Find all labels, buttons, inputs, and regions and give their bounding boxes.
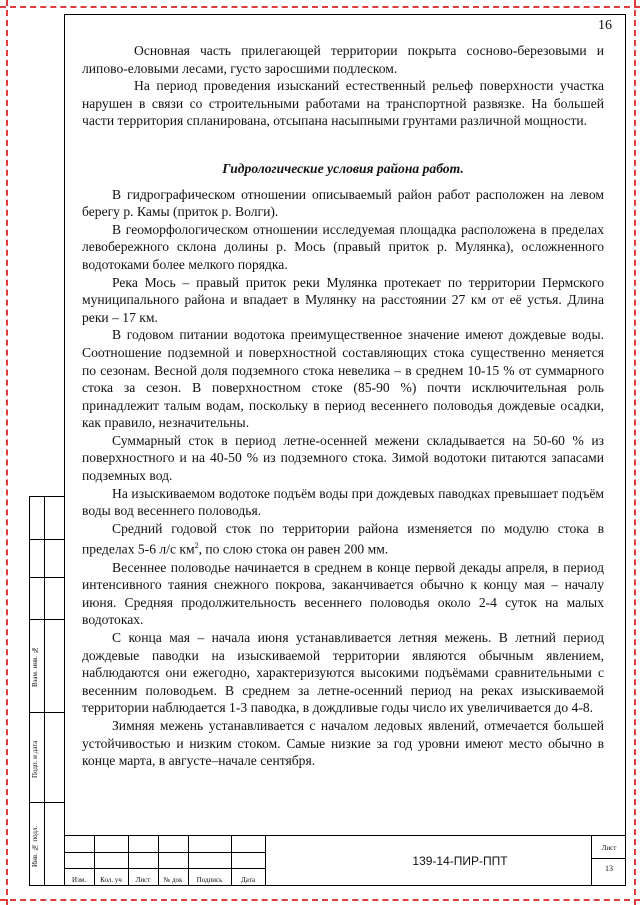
sidebar-row-line — [30, 712, 65, 713]
grid-line — [64, 852, 265, 853]
body-paragraph: На изыскиваемом водотоке подъём воды при дождевых паводках превышает подъём воды вод весеннего половодья. — [82, 485, 604, 519]
body-paragraph: Зимняя межень устанавливается с началом ледовых явлений, отмечается большей устойчивостью и низким стоком. Самые низкие за год уровни имеют место обычно в конце марта, в августе–начале сентября. — [82, 717, 604, 769]
sidebar-label-podp: Подп. и дата — [31, 740, 39, 778]
superscript: 2 — [194, 541, 199, 551]
body-paragraph: В гидрографическом отношении описываемый район работ расположен на левом берегу р. Камы (приток р. Волги). — [82, 186, 604, 220]
runoff-text-end: , по слою стока он равен 200 мм. — [198, 541, 389, 557]
sidebar-row-line — [30, 802, 65, 803]
cut-line-top — [0, 6, 640, 8]
body-paragraph: С конца мая – начала июня устанавливается летняя межень. В летний период дождевые паводки на изыскиваемой территории являются обычным явлением, наблюдаются они ежегодно, характеризуются высокими подъёмами сравнительными с весенним половодьем. В среднем за летне-осенний период на реках изыскиваемой территории наблюдается 1-3 паводка, в дождливые годы число их увеличивается до 4-8. — [82, 629, 604, 716]
body-paragraph: В геоморфологическом отношении исследуемая площадка расположена в пределах левобережного склона долины р. Мось (правый приток р. Мулянка), осложненного водотоками более мелкого порядка. — [82, 221, 604, 272]
title-block — [64, 835, 626, 886]
grid-line — [64, 868, 265, 869]
sidebar-row-line — [30, 539, 65, 540]
approval-sidebar — [29, 496, 65, 886]
grid-line — [591, 858, 626, 859]
document-code: 139-14-ПИР-ППТ — [412, 854, 508, 868]
col-izm: Изм. — [72, 876, 86, 884]
intro-paragraph: На период проведения изысканий естественный рельеф поверхности участка нарушен в связи со строительными работами на транспортной развязке. На большей части территория спланирована, отсыпана насыпными грунтами различной мощности. — [82, 78, 604, 129]
cut-line-bottom — [0, 899, 640, 901]
col-kol-uch: Кол. уч — [100, 876, 122, 884]
body-paragraph: В годовом питании водотока преимущественное значение имеют дождевые воды. Соотношение подземной и поверхностной составляющих стока существенно меняется по сезонам. Весной доля подземного стока невелика – в среднем 10-15 % от суммарного стока за сезон. В поверхностном стоке (85-90 %) почти исключительная роль принадлежит талым водам, поскольку в период весеннего половодья дождевые осадки, как правило, незначительны. — [82, 327, 604, 431]
sidebar-row-line — [30, 619, 65, 620]
cut-line-right — [634, 0, 636, 905]
body-paragraph: Весеннее половодье начинается в среднем в конце первой декады апреля, в период интенсивного таяния снежного покрова, заканчивается обычно к концу мая – началу июня. Средняя продолжительность весеннего половодья около 2-4 суток на малых водотоках. — [82, 559, 604, 628]
page-number: 16 — [598, 18, 612, 33]
grid-line — [591, 836, 592, 886]
cut-line-left — [6, 0, 8, 905]
document-body — [82, 42, 604, 770]
col-date: Дата — [241, 876, 255, 884]
sidebar-row-line — [30, 577, 65, 578]
col-doc-num: № док — [163, 876, 183, 884]
runoff-text: Средний годовой сток по территории района изменяется по модулю стока в пределах 5-6 л/с км — [82, 520, 604, 557]
body-paragraph: Река Мось – правый приток реки Мулянка протекает по территории Пермского муниципального района и впадает в Мулянку на расстоянии 27 км от её устья. Длина реки – 17 км. — [82, 274, 604, 325]
sidebar-label-vzam: Взам. инв. № — [31, 646, 39, 688]
sidebar-divider — [44, 497, 45, 885]
sheet-label: Лист — [601, 844, 617, 852]
col-list: Лист — [135, 876, 151, 884]
sidebar-label-inv: Инв. № подл. — [31, 825, 39, 868]
section-heading: Гидрологические условия района работ. — [222, 160, 464, 176]
col-signature: Подпись — [196, 876, 223, 884]
intro-paragraph: Основная часть прилегающей территории покрыта сосново-березовыми и липово-еловыми лесами, густо заросшими подлеском. — [82, 43, 604, 76]
sheet-number: 13 — [605, 864, 613, 873]
body-paragraph: Суммарный сток в период летне-осенней межени складывается на 50-60 % из поверхностного и на 40-50 % из подземного стока. Зимой водотоки питаются запасами подземных вод. — [82, 432, 604, 484]
grid-line — [265, 836, 266, 886]
runoff-paragraph — [82, 520, 604, 559]
